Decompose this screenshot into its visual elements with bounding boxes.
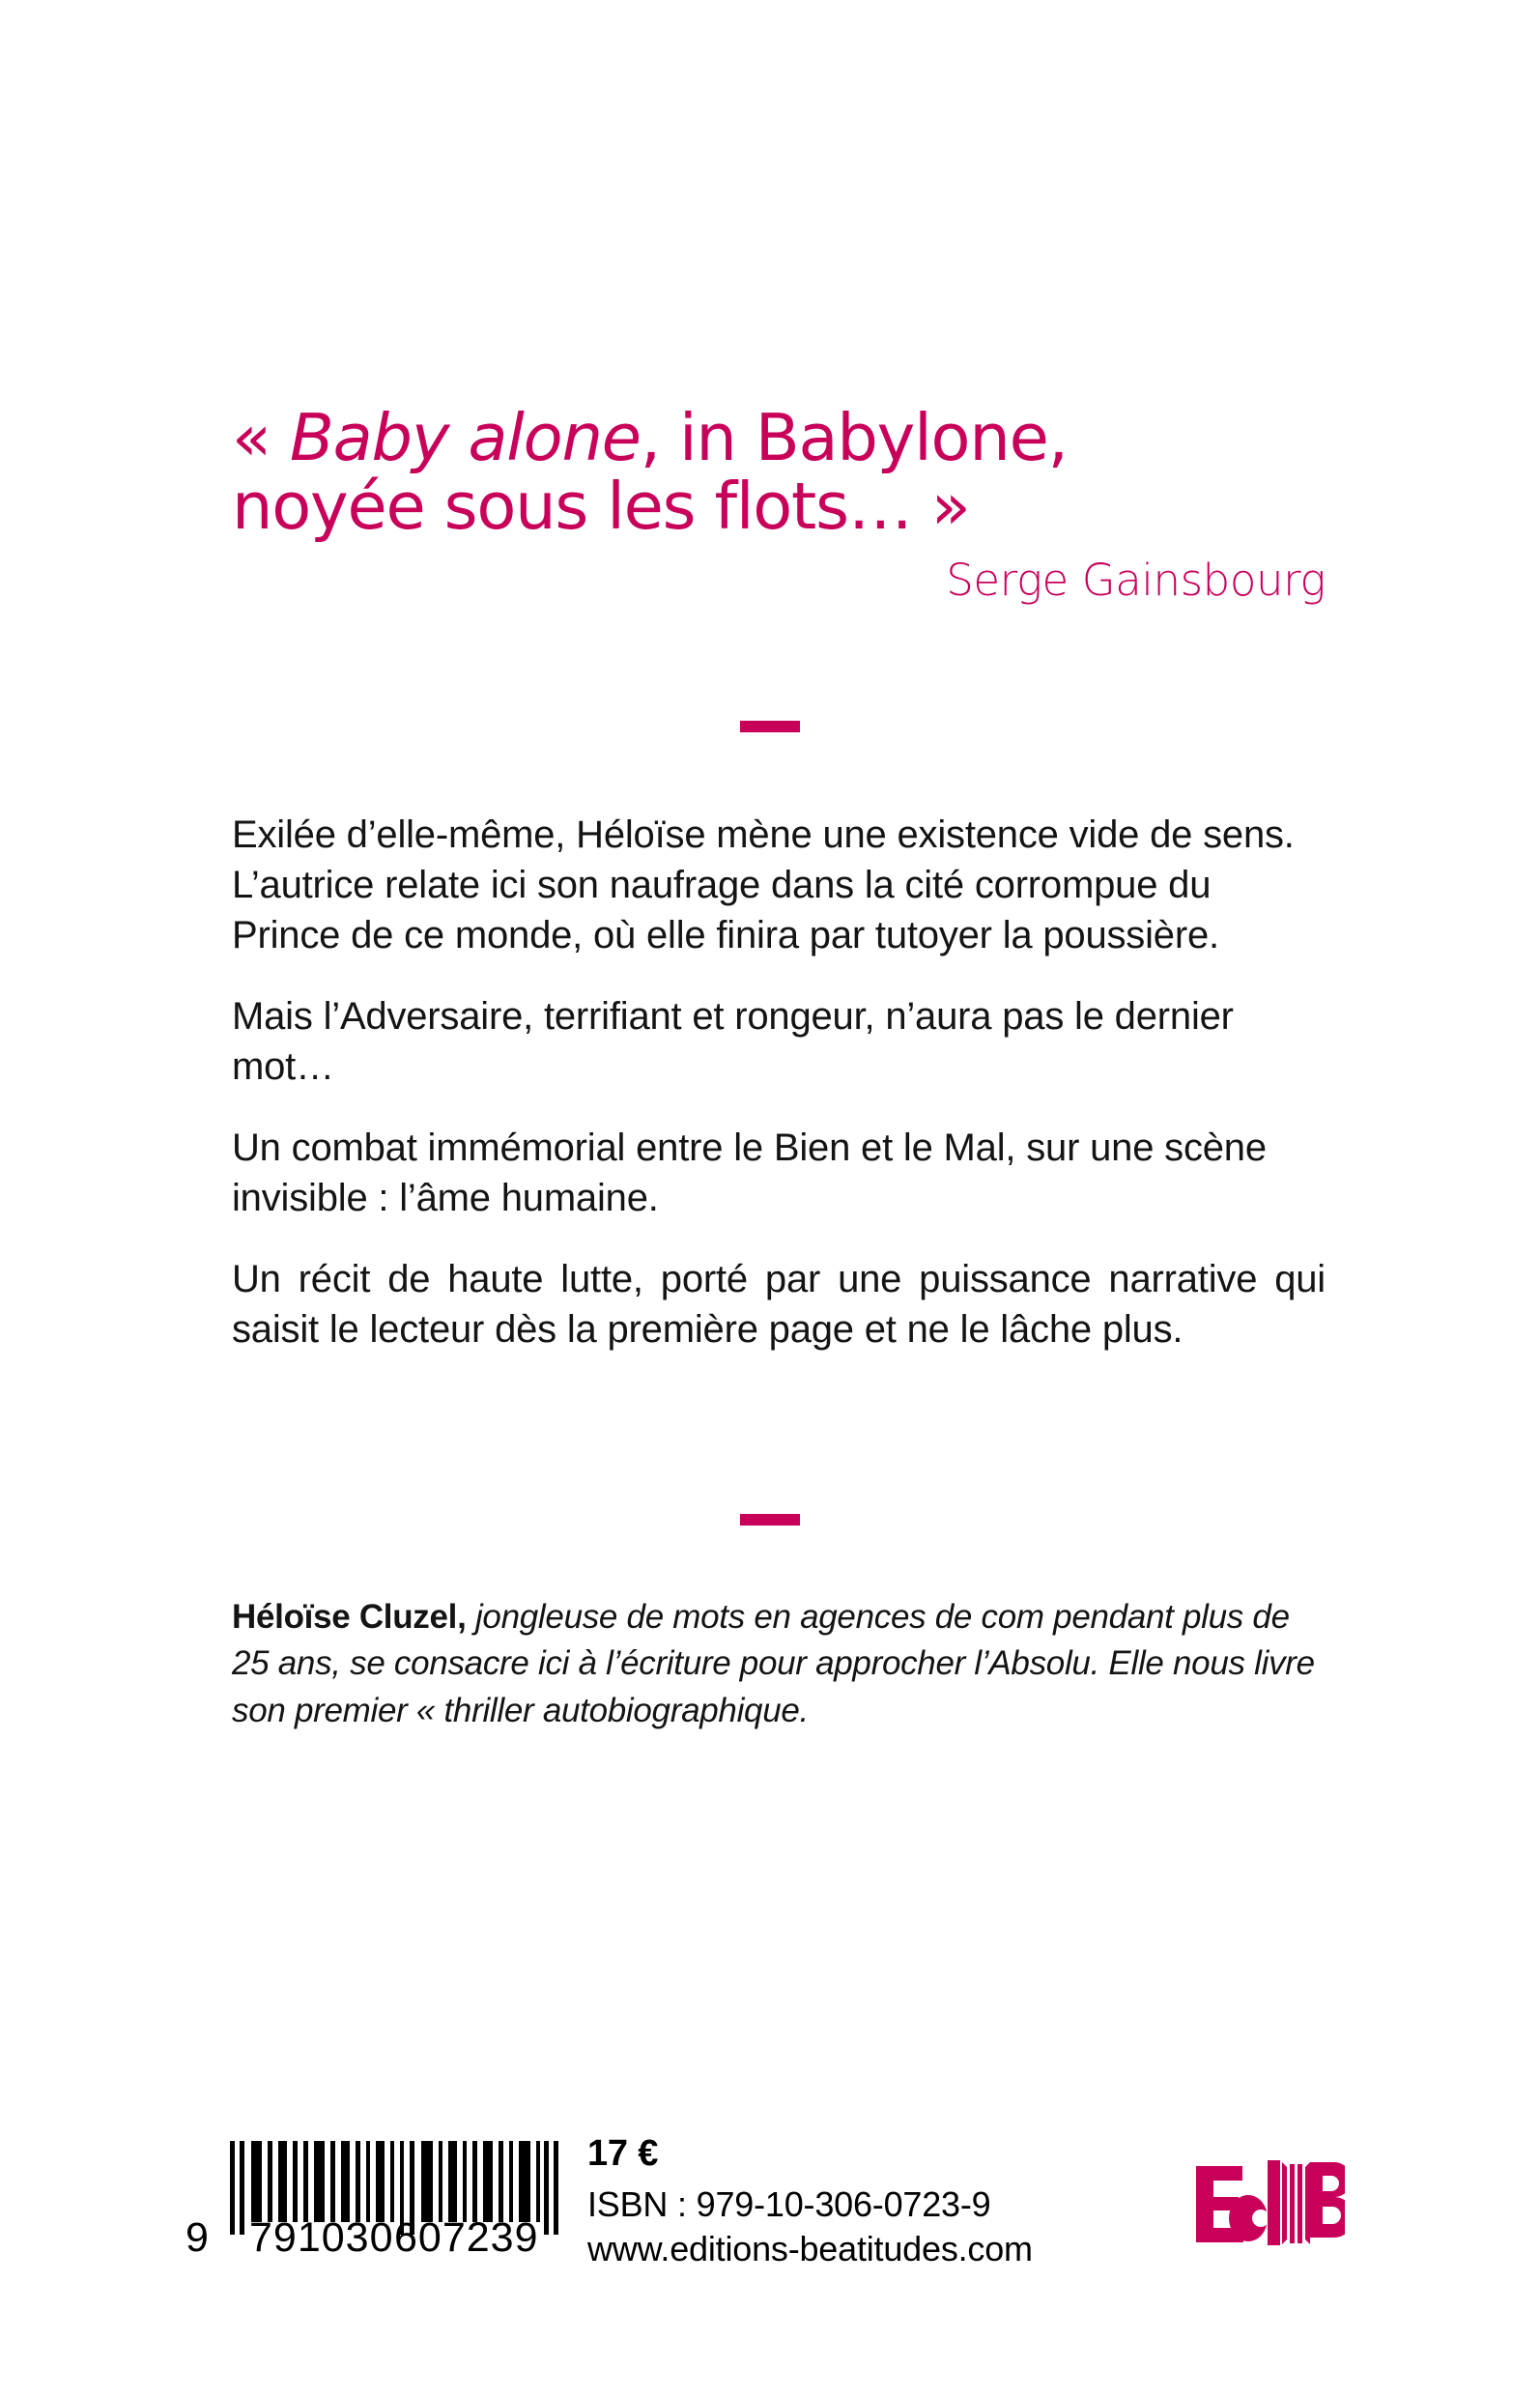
blurb-text-block (232, 810, 1326, 1385)
quote-open-guillemet: « (232, 400, 290, 475)
blurb-paragraph: Un combat immémorial entre le Bien et le Mal, sur une scène invisible : l’âme humaine. (232, 1127, 1267, 1219)
barcode-digits (185, 2214, 551, 2272)
author-name: Héloïse Cluzel, (232, 1598, 467, 1636)
price-isbn-block (587, 2133, 1186, 2269)
footer (0, 2133, 1540, 2317)
dash-separator-top (740, 721, 800, 732)
barcode-lead-digit: 9 (185, 2214, 210, 2261)
barcode-right-group: 607239 (394, 2214, 539, 2261)
blurb-paragraph: Mais l’Adversaire, terrifiant et rongeur, n’aura pas le dernier mot… (232, 995, 1234, 1088)
author-bio-block (232, 1594, 1326, 1734)
publisher-logo-edb (1190, 2151, 1345, 2257)
quote-song-title: Baby alone (289, 400, 641, 475)
blurb-paragraph: Exilée d’elle-même, Héloïse mène une existence vide de sens. L’autrice relate ici son naufrage dans la cité corrompue du Prince de ce monde, où elle finira par tutoyer la poussière. (232, 813, 1295, 956)
quote-block (232, 400, 1326, 607)
quote-line2: noyée sous les flots… » (232, 469, 970, 545)
ean13-barcode (185, 2141, 551, 2272)
quote-line1-suffix: , in Babylone, (640, 400, 1068, 475)
publisher-website[interactable]: www.editions-beatitudes.com (587, 2229, 1033, 2268)
quote-attribution: Serge Gainsbourg (946, 555, 1326, 607)
blurb-paragraph: Un récit de haute lutte, porté par une puissance narrative qui saisit le lecteur dès la première page et ne le lâche plus. (232, 1258, 1326, 1351)
price-label: 17 € (587, 2133, 659, 2174)
dash-separator-bottom (740, 1514, 800, 1526)
author-bio-description: jongleuse de mots en agences de com pendant plus de 25 ans, se consacre ici à l’écriture pour approcher l’Absolu. Elle nous livre son premier « thriller autobiographique. (232, 1598, 1315, 1729)
pull-quote (232, 400, 1326, 545)
barcode-left-group: 791030 (249, 2214, 394, 2261)
isbn-label: ISBN : 979-10-306-0723-9 (587, 2184, 991, 2224)
author-bio (232, 1594, 1326, 1734)
